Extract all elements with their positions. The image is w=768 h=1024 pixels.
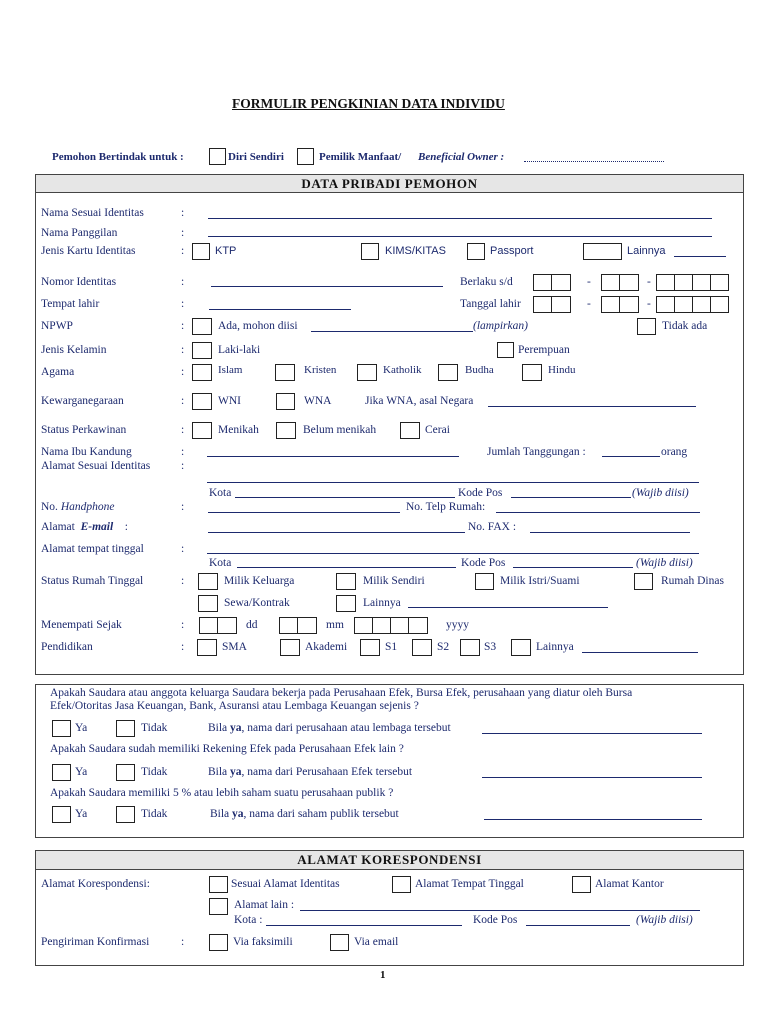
valid-until-label: Berlaku s/d xyxy=(460,276,513,288)
q1-yes-label: Ya xyxy=(75,722,88,734)
q1-follow xyxy=(208,722,451,734)
mother-label: Nama Ibu Kandung xyxy=(41,446,132,458)
colon: : xyxy=(181,298,185,310)
hs-family-label: Milik Keluarga xyxy=(224,575,295,587)
passport-checkbox[interactable] xyxy=(467,243,485,260)
birthplace-field[interactable] xyxy=(209,309,351,310)
npwp-attach-label: (lampirkan) xyxy=(473,320,528,332)
dash: - xyxy=(647,298,651,310)
since-label: Menempati Sejak xyxy=(41,619,122,631)
edu-s2-checkbox[interactable] xyxy=(412,639,432,656)
corr-id-label: Sesuai Alamat Identitas xyxy=(231,878,340,890)
ktp-checkbox[interactable] xyxy=(192,243,210,260)
beneficial-owner-en: Beneficial Owner : xyxy=(418,151,505,163)
id-number-label: Nomor Identitas xyxy=(41,276,117,288)
npwp-yes-label: Ada, mohon diisi xyxy=(218,320,298,332)
email-label xyxy=(41,521,128,533)
birthplace-label: Tempat lahir xyxy=(41,298,100,310)
personal-data-header: DATA PRIBADI PEMOHON xyxy=(36,175,743,193)
edu-sma-checkbox[interactable] xyxy=(197,639,217,656)
hs-other-checkbox[interactable] xyxy=(336,595,356,612)
since-day-1[interactable] xyxy=(199,617,219,634)
since-day-2[interactable] xyxy=(217,617,237,634)
hs-rent-checkbox[interactable] xyxy=(198,595,218,612)
islam-checkbox[interactable] xyxy=(192,364,212,381)
dash: - xyxy=(587,298,591,310)
confirm-email-checkbox[interactable] xyxy=(330,934,349,951)
corr-id-checkbox[interactable] xyxy=(209,876,228,893)
budha-label: Budha xyxy=(465,364,494,376)
valid-until-day-1[interactable] xyxy=(533,274,553,291)
handphone-label xyxy=(41,501,114,513)
hs-spouse-label: Milik Istri/Suami xyxy=(500,575,580,587)
birthdate-year-4[interactable] xyxy=(710,296,729,313)
edu-s3-checkbox[interactable] xyxy=(460,639,480,656)
corr-live-checkbox[interactable] xyxy=(392,876,411,893)
gender-label: Jenis Kelamin xyxy=(41,344,107,356)
q1-no-checkbox[interactable] xyxy=(116,720,135,737)
edu-sma-label: SMA xyxy=(222,641,247,653)
colon: : xyxy=(181,936,185,948)
q3-follow-b: , nama dari saham publik tersebut xyxy=(243,808,399,820)
kims-label: KIMS/KITAS xyxy=(385,245,446,257)
colon: : xyxy=(181,227,185,239)
wna-country-field[interactable] xyxy=(488,406,696,407)
handphone-field[interactable] xyxy=(208,512,400,513)
hs-own-checkbox[interactable] xyxy=(336,573,356,590)
npwp-no-label: Tidak ada xyxy=(662,320,708,332)
colon: : xyxy=(181,344,185,356)
single-label: Belum menikah xyxy=(303,424,377,436)
islam-label: Islam xyxy=(218,364,243,376)
q2-follow xyxy=(208,766,412,778)
male-checkbox[interactable] xyxy=(192,342,212,359)
colon: : xyxy=(181,424,185,436)
q3-follow xyxy=(210,808,399,820)
q3-no-label: Tidak xyxy=(141,808,168,820)
passport-label: Passport xyxy=(490,245,534,257)
valid-until-month-1[interactable] xyxy=(601,274,621,291)
birthdate-month-1[interactable] xyxy=(601,296,621,313)
fax-label: No. FAX : xyxy=(468,521,517,533)
edu-s1-label: S1 xyxy=(385,641,398,653)
corr-office-checkbox[interactable] xyxy=(572,876,591,893)
address-live-postal-field[interactable] xyxy=(513,567,633,568)
corr-city-field[interactable] xyxy=(266,925,462,926)
address-live-label: Alamat tempat tinggal xyxy=(41,543,144,555)
since-month-1[interactable] xyxy=(279,617,299,634)
fax-field[interactable] xyxy=(530,532,690,533)
id-number-field[interactable] xyxy=(211,286,443,287)
npwp-no-checkbox[interactable] xyxy=(637,318,656,335)
address-live-city-label: Kota xyxy=(209,557,232,569)
edu-akademi-checkbox[interactable] xyxy=(280,639,300,656)
ktp-label: KTP xyxy=(215,245,237,257)
colon: : xyxy=(181,320,185,332)
corr-postal-field[interactable] xyxy=(526,925,630,926)
hindu-label: Hindu xyxy=(548,364,576,376)
valid-until-year-3[interactable] xyxy=(692,274,712,291)
valid-until-year-1[interactable] xyxy=(656,274,676,291)
mother-field[interactable] xyxy=(207,456,459,457)
married-label: Menikah xyxy=(218,424,259,436)
valid-until-day-2[interactable] xyxy=(551,274,571,291)
q1-text-line2: Efek/Otoritas Jasa Keuangan, Bank, Asuransi atau Lembaga Keuangan sejenis ? xyxy=(50,700,419,712)
npwp-field[interactable] xyxy=(311,331,473,332)
corr-other-field[interactable] xyxy=(300,910,700,911)
divorced-label: Cerai xyxy=(425,424,450,436)
colon: : xyxy=(181,245,185,257)
id-type-label: Jenis Kartu Identitas xyxy=(41,245,136,257)
female-checkbox[interactable] xyxy=(497,342,514,358)
email-prefix: Alamat xyxy=(41,521,75,533)
address-id-city-label: Kota xyxy=(209,487,232,499)
q1-follow-a: Bila xyxy=(208,722,231,734)
address-id-label: Alamat Sesuai Identitas xyxy=(41,460,151,472)
self-checkbox[interactable] xyxy=(209,148,226,165)
other-id-label: Lainnya xyxy=(627,245,666,257)
valid-until-month-2[interactable] xyxy=(619,274,639,291)
dash: - xyxy=(647,276,651,288)
dash: - xyxy=(587,276,591,288)
colon: : xyxy=(181,641,185,653)
corr-live-label: Alamat Tempat Tinggal xyxy=(415,878,524,890)
yyyy-label: yyyy xyxy=(446,619,469,631)
hs-spouse-checkbox[interactable] xyxy=(475,573,494,590)
q2-follow-b: , nama dari Perusahaan Efek tersebut xyxy=(241,766,413,778)
colon: : xyxy=(181,276,185,288)
address-id-postal-field[interactable] xyxy=(511,497,631,498)
hs-other-label: Lainnya xyxy=(363,597,401,609)
address-id-city-field[interactable] xyxy=(235,497,455,498)
birthdate-day-2[interactable] xyxy=(551,296,571,313)
since-year-3[interactable] xyxy=(390,617,410,634)
q3-no-checkbox[interactable] xyxy=(116,806,135,823)
colon: : xyxy=(181,446,185,458)
katholik-label: Katholik xyxy=(383,364,422,376)
birthdate-day-1[interactable] xyxy=(533,296,553,313)
colon: : xyxy=(181,543,185,555)
confirm-label: Pengiriman Konfirmasi xyxy=(41,936,150,948)
colon: : xyxy=(181,460,185,472)
page-number: 1 xyxy=(380,969,386,981)
female-label: Perempuan xyxy=(518,344,570,356)
applicant-label: Pemohon Bertindak untuk : xyxy=(52,151,184,163)
correspondence-header: ALAMAT KORESPONDENSI xyxy=(36,851,743,870)
beneficial-owner-field[interactable] xyxy=(524,161,664,162)
edu-s2-label: S2 xyxy=(437,641,450,653)
q2-no-label: Tidak xyxy=(141,766,168,778)
q1-answer-field[interactable] xyxy=(482,733,702,734)
q1-no-label: Tidak xyxy=(141,722,168,734)
wna-label: WNA xyxy=(304,395,332,407)
valid-until-year-2[interactable] xyxy=(674,274,694,291)
edu-other-label: Lainnya xyxy=(536,641,574,653)
budha-checkbox[interactable] xyxy=(438,364,458,381)
colon: : xyxy=(124,521,128,533)
q2-no-checkbox[interactable] xyxy=(116,764,135,781)
since-year-1[interactable] xyxy=(354,617,374,634)
other-id-field[interactable] xyxy=(674,256,726,257)
correspondence-label: Alamat Korespondensi: xyxy=(41,878,150,890)
home-phone-label: No. Telp Rumah: xyxy=(406,501,486,513)
npwp-label: NPWP xyxy=(41,320,73,332)
address-id-field[interactable] xyxy=(207,482,699,483)
hs-official-label: Rumah Dinas xyxy=(661,575,724,587)
q3-answer-field[interactable] xyxy=(484,819,702,820)
kims-checkbox[interactable] xyxy=(361,243,379,260)
beneficial-owner-label: Pemilik Manfaat/ xyxy=(319,151,402,163)
hs-official-checkbox[interactable] xyxy=(634,573,653,590)
q3-yes-label: Ya xyxy=(75,808,88,820)
home-status-label: Status Rumah Tinggal xyxy=(41,575,144,587)
mm-label: mm xyxy=(326,619,344,631)
q2-follow-a: Bila xyxy=(208,766,231,778)
colon: : xyxy=(181,501,185,513)
marital-label: Status Perkawinan xyxy=(41,424,127,436)
edu-s3-label: S3 xyxy=(484,641,497,653)
address-live-required: (Wajib diisi) xyxy=(636,557,693,569)
colon: : xyxy=(181,207,185,219)
email-field[interactable] xyxy=(208,532,465,533)
q2-yes-checkbox[interactable] xyxy=(52,764,71,781)
q1-follow-b: , nama dari perusahaan atau lembaga tersebut xyxy=(241,722,451,734)
corr-postal-label: Kode Pos xyxy=(473,914,518,926)
wni-label: WNI xyxy=(218,395,241,407)
q2-yes-label: Ya xyxy=(75,766,88,778)
nickname-label: Nama Panggilan xyxy=(41,227,118,239)
address-id-required: (Wajib diisi) xyxy=(632,487,689,499)
citizenship-label: Kewarganegaraan xyxy=(41,395,124,407)
edu-other-checkbox[interactable] xyxy=(511,639,531,656)
q2-answer-field[interactable] xyxy=(482,777,702,778)
confirm-email-label: Via email xyxy=(354,936,399,948)
hs-family-checkbox[interactable] xyxy=(198,573,218,590)
katholik-checkbox[interactable] xyxy=(357,364,377,381)
persons-label: orang xyxy=(661,446,688,458)
since-year-4[interactable] xyxy=(408,617,428,634)
other-id-checkbox[interactable] xyxy=(583,243,622,260)
religion-label: Agama xyxy=(41,366,75,378)
hs-other-field[interactable] xyxy=(408,607,608,608)
dependents-field[interactable] xyxy=(602,456,660,457)
dd-label: dd xyxy=(246,619,258,631)
corr-city-label: Kota : xyxy=(234,914,263,926)
name-id-label: Nama Sesuai Identitas xyxy=(41,207,144,219)
since-year-2[interactable] xyxy=(372,617,392,634)
valid-until-year-4[interactable] xyxy=(710,274,729,291)
q2-follow-ya: ya xyxy=(230,766,242,778)
kristen-label: Kristen xyxy=(304,364,337,376)
hs-own-label: Milik Sendiri xyxy=(363,575,425,587)
handphone-word: Handphone xyxy=(60,501,115,513)
hs-rent-label: Sewa/Kontrak xyxy=(224,597,290,609)
corr-required: (Wajib diisi) xyxy=(636,914,693,926)
since-month-2[interactable] xyxy=(297,617,317,634)
birthdate-month-2[interactable] xyxy=(619,296,639,313)
name-id-field[interactable] xyxy=(208,218,712,219)
q1-yes-checkbox[interactable] xyxy=(52,720,71,737)
q1-follow-ya: ya xyxy=(230,722,242,734)
form-title: FORMULIR PENGKINIAN DATA INDIVIDU xyxy=(232,96,505,111)
birthdate-label: Tanggal lahir xyxy=(460,298,521,310)
birthdate-year-3[interactable] xyxy=(692,296,712,313)
q3-yes-checkbox[interactable] xyxy=(52,806,71,823)
email-word: E-mail xyxy=(80,521,114,533)
wna-checkbox[interactable] xyxy=(276,393,295,410)
divorced-checkbox[interactable] xyxy=(400,422,420,439)
q3-follow-a: Bila xyxy=(210,808,233,820)
corr-other-checkbox[interactable] xyxy=(209,898,228,915)
male-label: Laki-laki xyxy=(218,344,261,356)
home-phone-field[interactable] xyxy=(496,512,700,513)
wna-country-label: Jika WNA, asal Negara xyxy=(365,395,474,407)
npwp-yes-checkbox[interactable] xyxy=(192,318,212,335)
address-live-field[interactable] xyxy=(207,553,699,554)
birthdate-year-1[interactable] xyxy=(656,296,676,313)
confirm-fax-checkbox[interactable] xyxy=(209,934,228,951)
q3-follow-ya: ya xyxy=(232,808,244,820)
colon: : xyxy=(181,575,185,587)
colon: : xyxy=(181,395,185,407)
dependents-label: Jumlah Tanggungan : xyxy=(487,446,586,458)
q1-text-line1: Apakah Saudara atau anggota keluarga Saudara bekerja pada Perusahaan Efek, Bursa Efek, perusahaan yang diatur oleh Bursa xyxy=(50,687,633,699)
education-label: Pendidikan xyxy=(41,641,93,653)
colon: : xyxy=(181,366,185,378)
address-id-postal-label: Kode Pos xyxy=(458,487,503,499)
single-checkbox[interactable] xyxy=(276,422,296,439)
wni-checkbox[interactable] xyxy=(192,393,212,410)
self-label: Diri Sendiri xyxy=(228,151,284,163)
corr-office-label: Alamat Kantor xyxy=(595,878,664,890)
q3-text: Apakah Saudara memiliki 5 % atau lebih saham suatu perusahaan publik ? xyxy=(50,787,394,799)
hindu-checkbox[interactable] xyxy=(522,364,542,381)
correspondence-section xyxy=(35,850,744,966)
edu-s1-checkbox[interactable] xyxy=(360,639,380,656)
corr-other-label: Alamat lain : xyxy=(234,899,295,911)
nickname-field[interactable] xyxy=(208,236,712,237)
kristen-checkbox[interactable] xyxy=(275,364,295,381)
handphone-prefix: No. xyxy=(41,501,58,513)
edu-other-field[interactable] xyxy=(582,652,698,653)
colon: : xyxy=(181,619,185,631)
confirm-fax-label: Via faksimili xyxy=(233,936,293,948)
address-live-postal-label: Kode Pos xyxy=(461,557,506,569)
birthdate-year-2[interactable] xyxy=(674,296,694,313)
edu-akademi-label: Akademi xyxy=(305,641,348,653)
married-checkbox[interactable] xyxy=(192,422,212,439)
address-live-city-field[interactable] xyxy=(237,567,456,568)
beneficial-owner-checkbox[interactable] xyxy=(297,148,314,165)
q2-text: Apakah Saudara sudah memiliki Rekening Efek pada Perusahaan Efek lain ? xyxy=(50,743,404,755)
